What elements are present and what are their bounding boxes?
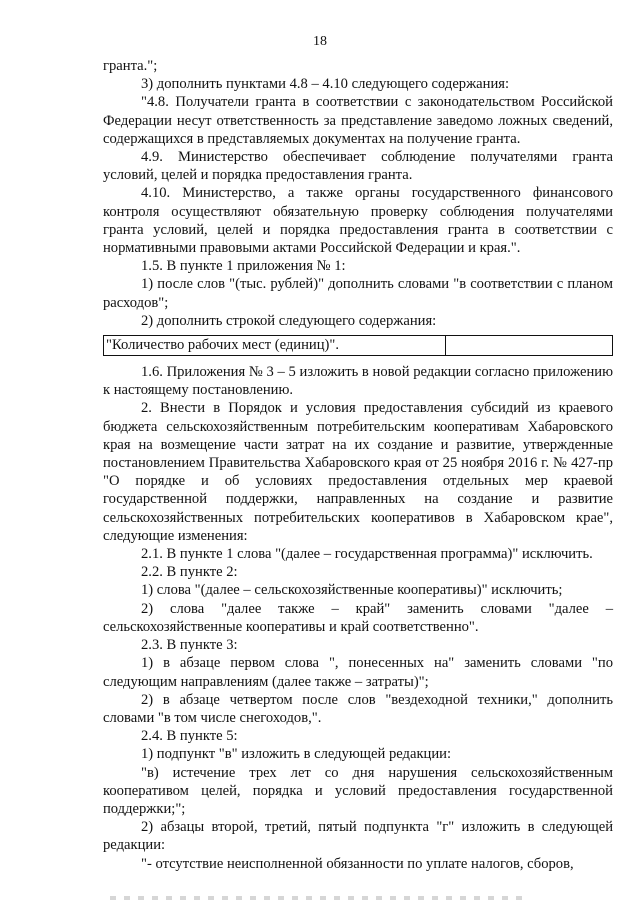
paragraph: 1) в абзаце первом слова ", понесенных на" заменить словами "по следующим направлениям (далее также – затраты)"; <box>103 655 613 690</box>
paragraph: 1.5. В пункте 1 приложения № 1: <box>141 258 346 275</box>
page-number: 18 <box>313 34 327 49</box>
paragraph: 2.4. В пункте 5: <box>141 728 238 745</box>
paragraph: 1.6. Приложения № 3 – 5 изложить в новой редакции согласно приложению к настоящему постановлению. <box>103 364 613 399</box>
paragraph: 4.9. Министерство обеспечивает соблюдение получателями гранта условий, целей и порядка предоставления гранта. <box>103 149 613 184</box>
paragraph: 2.1. В пункте 1 слова "(далее – государственная программа)" исключить. <box>141 546 593 563</box>
paragraph: 1) слова "(далее – сельскохозяйственные кооперативы)" исключить; <box>141 582 563 599</box>
paragraph: 4.10. Министерство, а также органы государственного финансового контроля осуществляют обязательную проверку соблюдения получателями гранта условий, целей и порядка предоставления гранта в соответствии с нормативными правовыми актами Российской Федерации и края.". <box>103 185 613 257</box>
paragraph: 2) слова "далее также – край" заменить словами "далее – сельскохозяйственные кооперативы и край соответственно". <box>103 600 613 635</box>
paragraph: 2) дополнить строкой следующего содержания: <box>141 312 437 329</box>
paragraph: гранта."; <box>103 58 158 74</box>
paragraph: "- отсутствие неисполненной обязанности по уплате налогов, сборов, <box>141 855 574 872</box>
scan-edge-marks <box>110 896 530 900</box>
table-cell-label: "Количество рабочих мест (единиц)". <box>104 336 446 355</box>
paragraph: 1) после слов "(тыс. рублей)" дополнить словами "в соответствии с планом расходов"; <box>103 276 613 311</box>
table-cell-value <box>446 336 612 355</box>
paragraphs-before-table <box>103 57 613 330</box>
document-body <box>103 57 613 873</box>
paragraph: 2) абзацы второй, третий, пятый подпункта "г" изложить в следующей редакции: <box>103 819 613 854</box>
paragraph: 2.2. В пункте 2: <box>141 564 238 581</box>
paragraph: 2) в абзаце четвертом после слов "вездеходной техники," дополнить словами "в том числе снегоходов,". <box>103 691 613 726</box>
paragraph: 2.3. В пункте 3: <box>141 637 238 654</box>
paragraphs-after-table <box>103 363 613 873</box>
paragraph: 1) подпункт "в" изложить в следующей редакции: <box>141 746 452 763</box>
table-row <box>103 335 613 356</box>
paragraph: 3) дополнить пунктами 4.8 – 4.10 следующего содержания: <box>141 76 510 93</box>
paragraph: "4.8. Получатели гранта в соответствии с законодательством Российской Федерации несут ответственность за представление заведомо ложных сведений, содержащихся в представляемых документах на получение гранта. <box>103 94 613 147</box>
paragraph: "в) истечение трех лет со дня нарушения сельскохозяйственным кооперативом целей, порядка и условий предоставления государственной поддержки;"; <box>103 764 613 817</box>
paragraph: 2. Внести в Порядок и условия предоставления субсидий из краевого бюджета сельскохозяйственным потребительским кооперативам Хабаровского края на возмещение части затрат на их создание и развитие, утвержденные постановлением Правительства Хабаровского края от 25 ноября 2016 г. № 427-пр "О порядке и об условиях предоставления отдельных мер краевой государственной поддержки, направленных на создание и развитие сельскохозяйственных потребительских кооперативов в Хабаровском крае", следующие изменения: <box>103 400 613 544</box>
